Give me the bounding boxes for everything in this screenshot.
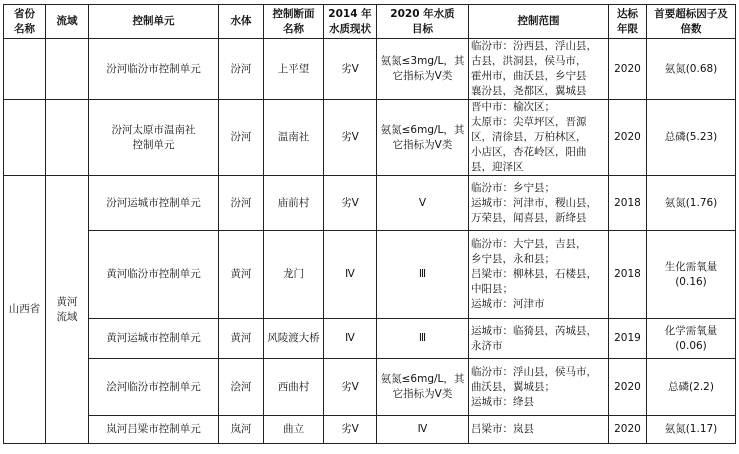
deadline-cell: 2018 — [609, 176, 647, 231]
scope-cell: 临汾市：汾西县，浮山县， 古县，洪洞县，侯马市， 霍州市，曲沃县，乡宁县 襄汾县，尧都区，翼城县 — [469, 39, 609, 100]
scope-cell: 临汾市：乡宁县； 运城市：河津市，稷山县， 万荣县，闻喜县，新绛县 — [469, 176, 609, 231]
control-unit-cell: 汾河太原市温南社 控制单元 — [89, 100, 219, 176]
header-target-2020: 2020 年水质 目标 — [377, 5, 469, 39]
factor-cell: 化学需氧量(0.06) — [647, 319, 736, 359]
deadline-cell: 2020 — [609, 416, 647, 444]
target-2020-cell: Ⅳ — [377, 416, 469, 444]
table-row — [4, 231, 736, 319]
section-cell: 龙门 — [264, 231, 324, 319]
water-body-cell: 汾河 — [219, 176, 264, 231]
province-cell-empty — [4, 39, 46, 100]
table-row — [4, 176, 736, 231]
target-2020-cell: 氨氮≤3mg/L，其 它指标为Ⅴ类 — [377, 39, 469, 100]
water-body-cell: 黄河 — [219, 231, 264, 319]
control-unit-cell: 黄河运城市控制单元 — [89, 319, 219, 359]
factor-cell: 氨氮(1.76) — [647, 176, 736, 231]
section-cell: 西曲村 — [264, 359, 324, 416]
basin-cell: 黄河 流域 — [46, 176, 89, 444]
control-unit-cell: 黄河临汾市控制单元 — [89, 231, 219, 319]
scope-cell: 运城市：临猗县，芮城县， 永济市 — [469, 319, 609, 359]
target-2020-cell: 氨氮≤6mg/L，其 它指标为Ⅴ类 — [377, 359, 469, 416]
header-row — [4, 5, 736, 39]
header-section: 控制断面 名称 — [264, 5, 324, 39]
header-factor: 首要超标因子及 倍数 — [647, 5, 736, 39]
water-body-cell: 浍河 — [219, 359, 264, 416]
table-row — [4, 416, 736, 444]
section-cell: 风陵渡大桥 — [264, 319, 324, 359]
status-2014-cell: 劣Ⅴ — [324, 416, 377, 444]
status-2014-cell: 劣Ⅴ — [324, 176, 377, 231]
province-cell: 山西省 — [4, 176, 46, 444]
deadline-cell: 2020 — [609, 359, 647, 416]
header-water-body: 水体 — [219, 5, 264, 39]
water-body-cell: 汾河 — [219, 100, 264, 176]
status-2014-cell: 劣Ⅴ — [324, 39, 377, 100]
target-2020-cell: Ⅴ — [377, 176, 469, 231]
province-cell-empty — [4, 100, 46, 176]
table-row — [4, 319, 736, 359]
scope-cell: 临汾市：浮山县，侯马市， 曲沃县，翼城县； 运城市：绛县 — [469, 359, 609, 416]
deadline-cell: 2018 — [609, 231, 647, 319]
status-2014-cell: Ⅳ — [324, 319, 377, 359]
section-cell: 曲立 — [264, 416, 324, 444]
header-control-unit: 控制单元 — [89, 5, 219, 39]
water-body-cell: 汾河 — [219, 39, 264, 100]
header-deadline: 达标 年限 — [609, 5, 647, 39]
control-unit-cell: 汾河临汾市控制单元 — [89, 39, 219, 100]
deadline-cell: 2020 — [609, 100, 647, 176]
section-cell: 温南社 — [264, 100, 324, 176]
table-row — [4, 359, 736, 416]
table-row — [4, 100, 736, 176]
deadline-cell: 2020 — [609, 39, 647, 100]
header-basin: 流域 — [46, 5, 89, 39]
factor-cell: 氨氮(1.17) — [647, 416, 736, 444]
factor-cell: 总磷(2.2) — [647, 359, 736, 416]
control-unit-cell: 汾河运城市控制单元 — [89, 176, 219, 231]
scope-cell: 吕梁市：岚县 — [469, 416, 609, 444]
scope-cell: 临汾市：大宁县，吉县， 乡宁县，永和县； 吕梁市：柳林县，石楼县， 中阳县； 运城市：河津市 — [469, 231, 609, 319]
factor-cell: 总磷(5.23) — [647, 100, 736, 176]
target-2020-cell: Ⅲ — [377, 231, 469, 319]
table-wrapper — [3, 4, 736, 444]
header-status-2014: 2014 年 水质现状 — [324, 5, 377, 39]
status-2014-cell: Ⅳ — [324, 231, 377, 319]
target-2020-cell: 氨氮≤6mg/L，其 它指标为Ⅴ类 — [377, 100, 469, 176]
water-body-cell: 岚河 — [219, 416, 264, 444]
factor-cell: 生化需氧量(0.16) — [647, 231, 736, 319]
section-cell: 上平望 — [264, 39, 324, 100]
water-body-cell: 黄河 — [219, 319, 264, 359]
control-unit-cell: 浍河临汾市控制单元 — [89, 359, 219, 416]
table-row — [4, 39, 736, 100]
basin-cell-empty — [46, 100, 89, 176]
deadline-cell: 2019 — [609, 319, 647, 359]
table-body — [4, 39, 736, 444]
status-2014-cell: 劣Ⅴ — [324, 100, 377, 176]
header-province: 省份 名称 — [4, 5, 46, 39]
header-scope: 控制范围 — [469, 5, 609, 39]
status-2014-cell: 劣Ⅴ — [324, 359, 377, 416]
basin-cell-empty — [46, 39, 89, 100]
target-2020-cell: Ⅲ — [377, 319, 469, 359]
control-unit-cell: 岚河吕梁市控制单元 — [89, 416, 219, 444]
factor-cell: 氨氮(0.68) — [647, 39, 736, 100]
control-unit-table — [3, 4, 736, 444]
scope-cell: 晋中市：榆次区； 太原市：尖草坪区，晋源 区，清徐县，万柏林区， 小店区，杏花岭区，阳曲 县，迎泽区 — [469, 100, 609, 176]
section-cell: 庙前村 — [264, 176, 324, 231]
